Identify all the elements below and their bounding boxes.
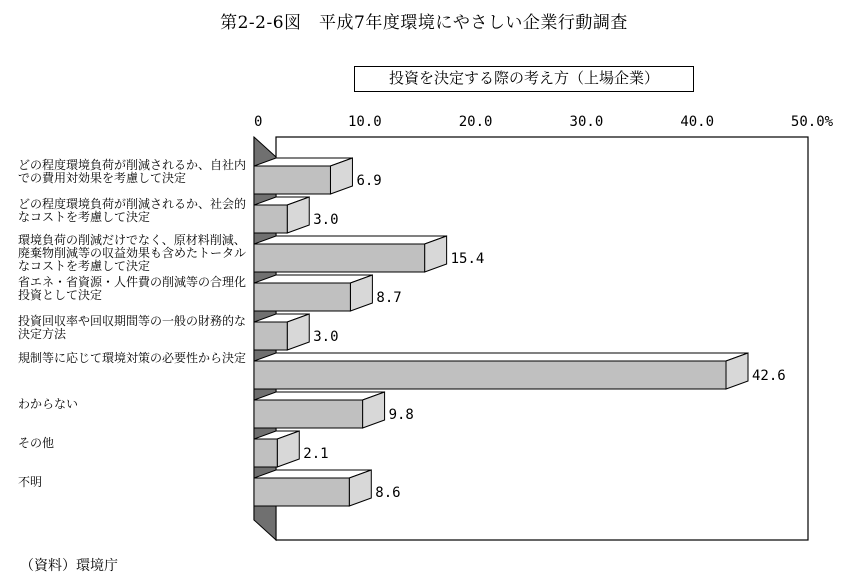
category-label: 不明 — [18, 475, 43, 489]
data-label: 2.1 — [303, 446, 329, 462]
data-label: 6.9 — [356, 173, 382, 189]
tick-label: 30.0 — [569, 114, 604, 130]
tick-label: 40.0 — [680, 114, 715, 130]
category-label: どの程度環境負荷が削減されるか、社会的なコストを考慮して決定 — [18, 197, 247, 224]
category-label: わからない — [18, 397, 79, 411]
category-label: 投資回収率や回収期間等の一般の財務的な決定方法 — [18, 314, 247, 341]
category-label: どの程度環境負荷が削減されるか、自社内での費用対効果を考慮して決定 — [18, 158, 247, 185]
bar — [254, 478, 349, 506]
tick-label: 0 — [254, 114, 263, 130]
category-label: 環境負荷の削減だけでなく、原材料削減、廃棄物削減等の収益効果も含めたトータルなコストを考慮して決定 — [18, 233, 247, 273]
data-label: 8.6 — [375, 485, 401, 501]
data-label: 3.0 — [313, 329, 339, 345]
bar — [254, 400, 363, 428]
chart-subtitle: 投資を決定する際の考え方（上場企業） — [354, 66, 694, 92]
data-label: 8.7 — [376, 290, 402, 306]
bar — [254, 205, 287, 233]
bar-top — [254, 236, 447, 244]
chart-title: 第2-2-6図 平成7年度環境にやさしい企業行動調査 — [220, 13, 628, 33]
bar — [254, 244, 425, 272]
bar-top — [254, 353, 748, 361]
tick-label: 20.0 — [458, 114, 493, 130]
data-label: 42.6 — [752, 368, 786, 384]
data-label: 15.4 — [450, 251, 485, 267]
bar — [254, 322, 287, 350]
data-label: 3.0 — [313, 212, 339, 228]
bar — [254, 283, 350, 311]
category-label: 規制等に応じて環境対策の必要性から決定 — [18, 351, 247, 365]
bar — [254, 166, 330, 194]
category-label: 省エネ・省資源・人件費の削減等の合理化投資として決定 — [18, 275, 247, 302]
category-label: その他 — [18, 436, 55, 450]
tick-label: 10.0 — [347, 114, 382, 130]
bar — [254, 361, 726, 389]
bar — [254, 439, 277, 467]
source-note: （資料）環境庁 — [20, 558, 118, 574]
data-label: 9.8 — [388, 407, 414, 423]
tick-label: 50.0% — [790, 114, 834, 130]
